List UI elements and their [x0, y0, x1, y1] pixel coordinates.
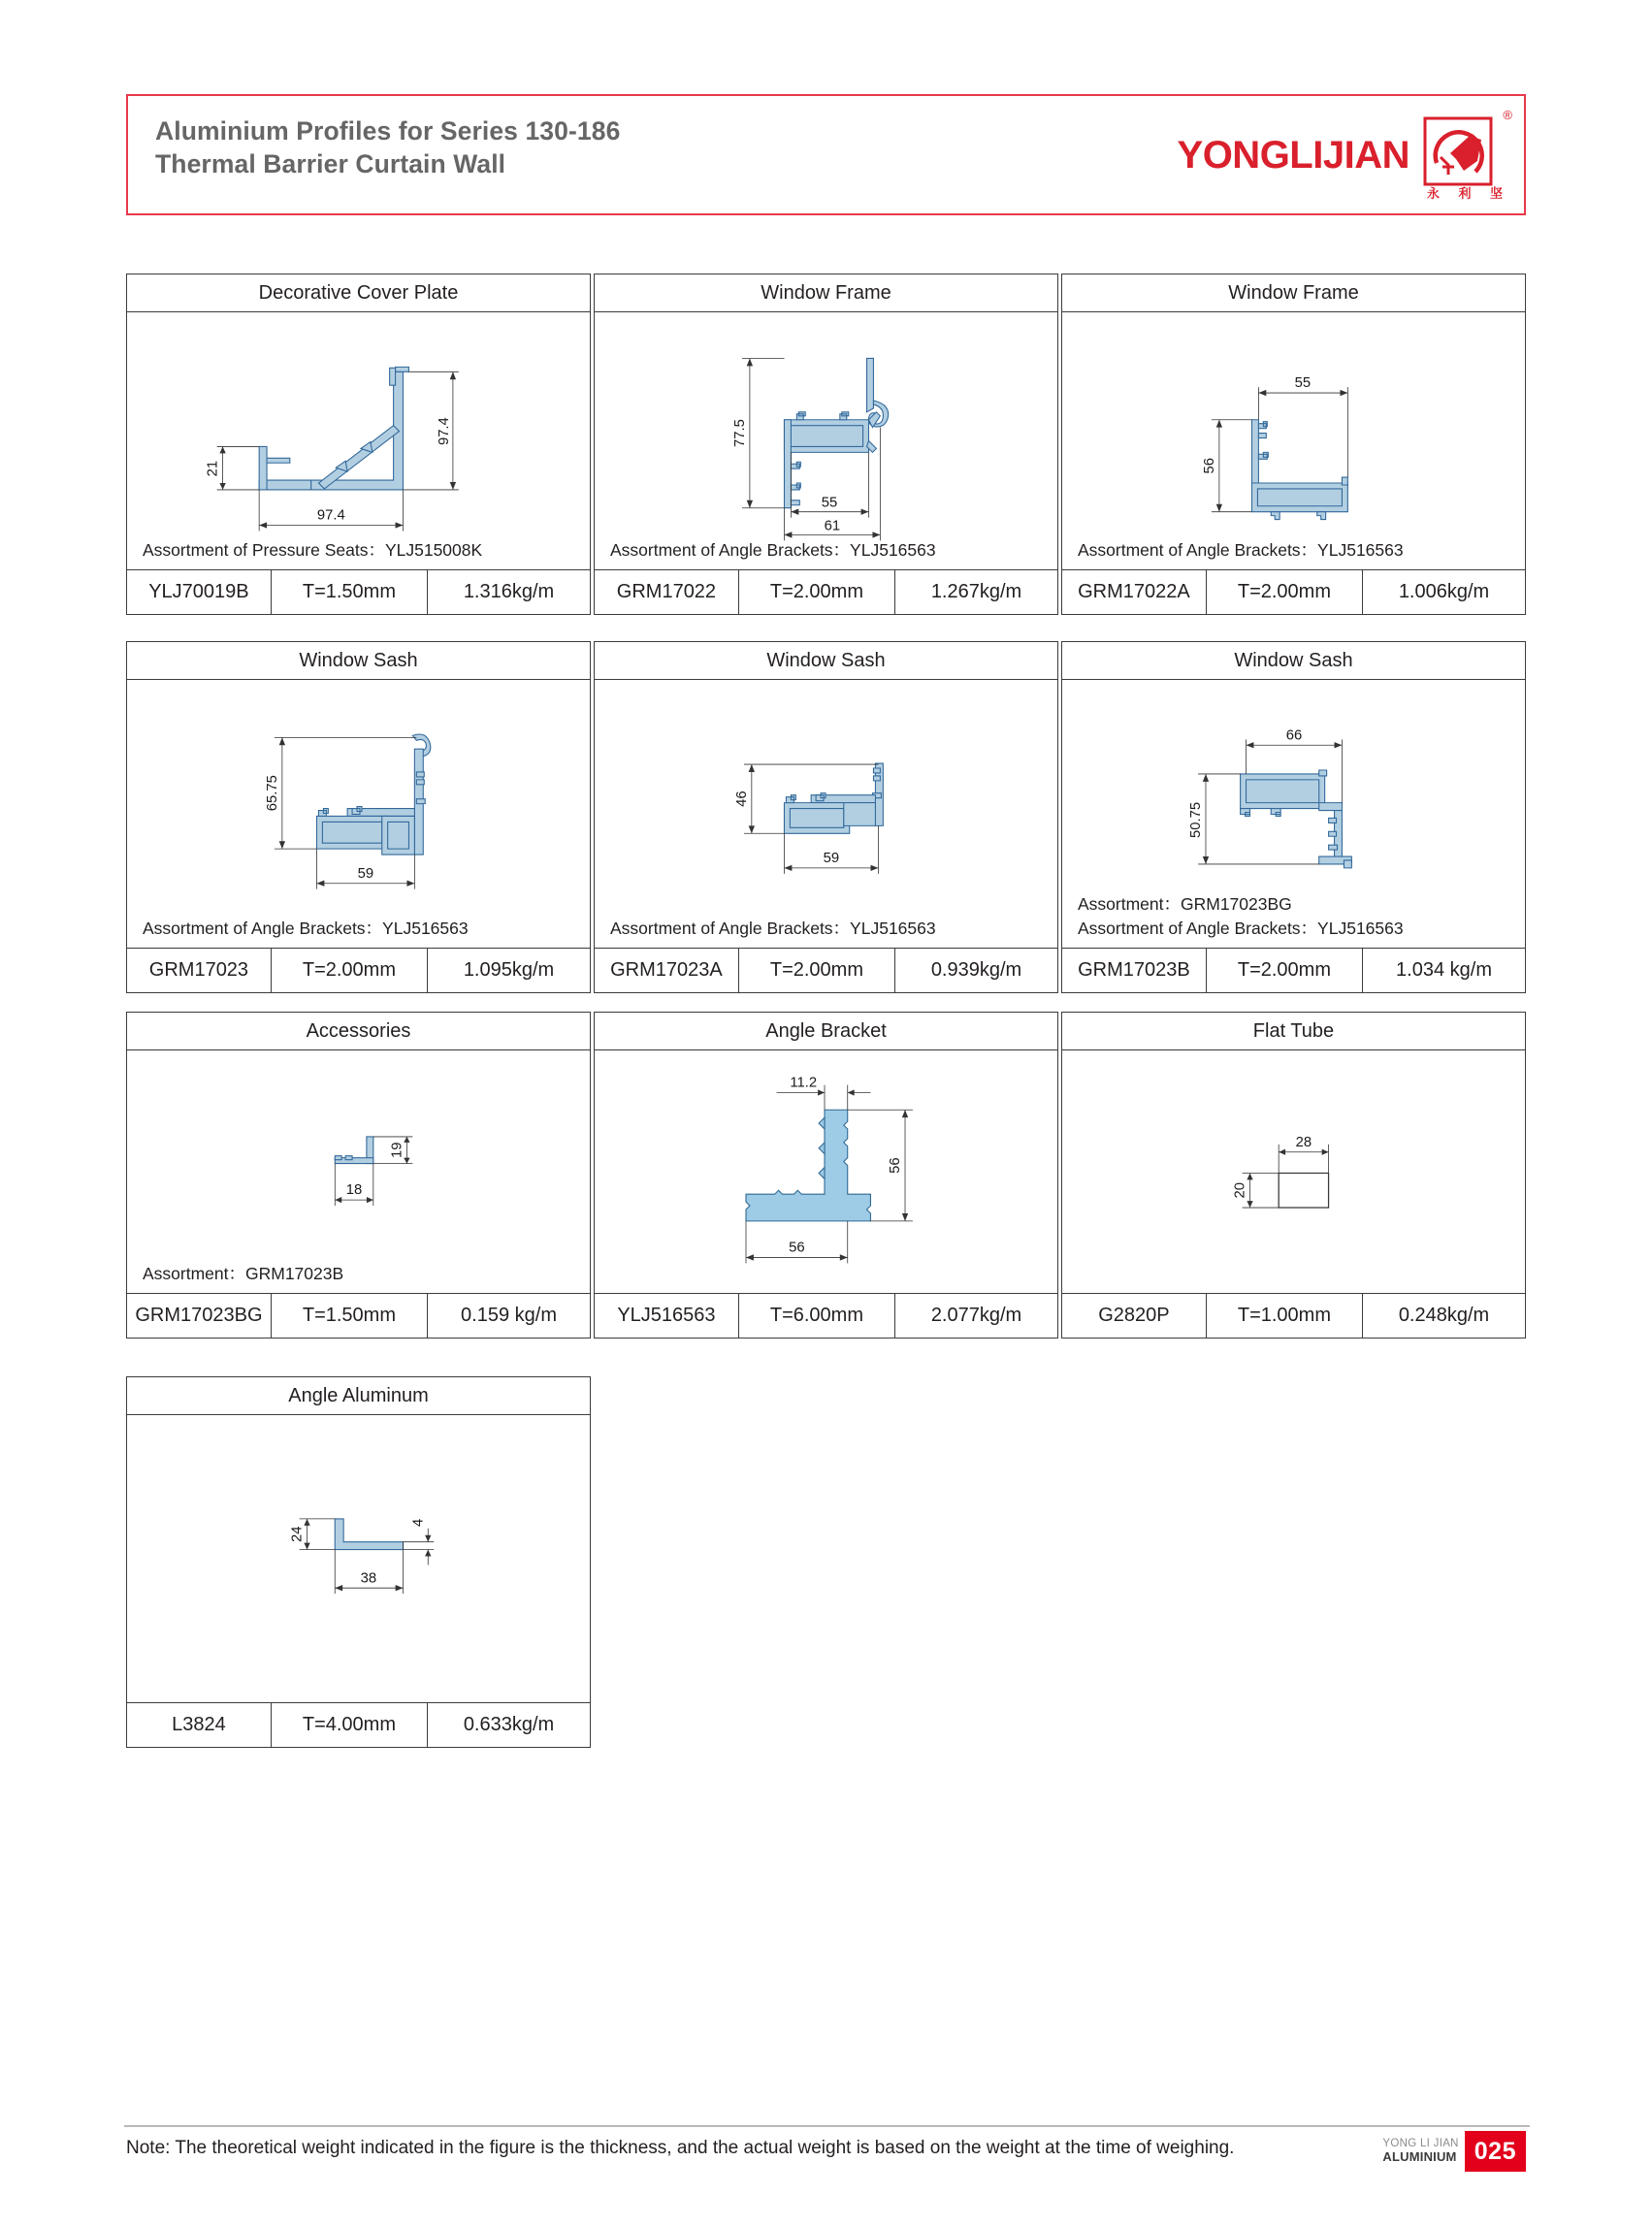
product-thickness: T=6.00mm — [738, 1294, 895, 1338]
product-category: Window Frame — [595, 274, 1057, 312]
page-header — [126, 94, 1526, 215]
product-category: Accessories — [127, 1013, 590, 1050]
spec-row — [595, 1293, 1057, 1338]
brand-cn-char-1: 永 — [1427, 185, 1441, 201]
dim-width: 18 — [345, 1182, 363, 1199]
product-weight: 1.006kg/m — [1398, 581, 1490, 602]
page-number: 025 — [1465, 2131, 1526, 2172]
product-code: GRM17023 — [148, 959, 249, 981]
page-title: Aluminium Profiles for Series 130-186 Thermal Barrier Curtain Wall — [155, 116, 621, 179]
dim-height: 56 — [1201, 457, 1217, 474]
product-category: Window Sash — [595, 642, 1057, 680]
badge-brand-text — [1382, 2131, 1464, 2172]
badge-line-1: YONG LI JIAN — [1382, 2137, 1459, 2149]
product-category: Angle Bracket — [595, 1013, 1057, 1050]
product-category: Window Sash — [127, 642, 590, 680]
dim-width: 59 — [823, 850, 840, 866]
dim-height: 19 — [389, 1142, 405, 1159]
product-code: YLJ516563 — [617, 1305, 716, 1326]
profile-drawing — [595, 680, 1057, 948]
product-category: Window Frame — [1062, 274, 1525, 312]
dim-width: 55 — [1294, 375, 1312, 392]
footer-divider — [124, 2125, 1530, 2127]
dim-height: 50.75 — [1188, 801, 1205, 838]
product-weight: 1.316kg/m — [463, 581, 555, 602]
product-row-1 — [126, 274, 1526, 615]
dim-width: 59 — [357, 865, 374, 882]
dim-top: 11.2 — [790, 1075, 818, 1091]
product-code: GRM17022A — [1078, 581, 1190, 602]
product-row-2 — [126, 641, 1526, 993]
product-row-3 — [126, 1012, 1526, 1339]
assortment-note: Assortment：GRM17023BG Assortment of Angle Brackets：YLJ516563 — [1078, 894, 1404, 939]
product-thickness: T=1.50mm — [271, 1294, 428, 1338]
dim-outer: 61 — [824, 518, 841, 534]
spec-row — [1062, 569, 1525, 614]
product-thickness: T=1.00mm — [1206, 1294, 1363, 1338]
product-thickness: T=2.00mm — [1206, 570, 1363, 614]
product-card-grm17023b[interactable] — [1061, 641, 1526, 993]
product-thickness: T=2.00mm — [738, 570, 895, 614]
product-card-grm17023[interactable] — [126, 641, 591, 993]
product-weight: 2.077kg/m — [930, 1305, 1022, 1326]
dim-lip: 21 — [205, 460, 221, 477]
footer-note: Note: The theoretical weight indicated in the figure is the thickness, and the actual weight is based on the weight at the time of weighing. — [126, 2138, 1235, 2158]
product-category: Window Sash — [1062, 642, 1525, 680]
dim-width: 66 — [1285, 727, 1303, 744]
dim-height: 24 — [289, 1526, 306, 1543]
dim-height: 65.75 — [264, 775, 280, 812]
brand-chinese-name — [1427, 183, 1503, 202]
product-weight: 1.095kg/m — [463, 959, 555, 981]
dim-height: 77.5 — [731, 419, 748, 448]
spec-row — [127, 569, 590, 614]
product-thickness: T=2.00mm — [1206, 949, 1363, 992]
profile-drawing — [595, 1050, 1057, 1293]
product-thickness: T=1.50mm — [271, 570, 428, 614]
spec-row — [595, 948, 1057, 992]
product-code: G2820P — [1098, 1305, 1170, 1326]
product-code: GRM17022 — [616, 581, 717, 602]
product-card-ylj70019b[interactable] — [126, 274, 591, 615]
product-weight: 0.633kg/m — [463, 1714, 555, 1735]
spec-row — [595, 569, 1057, 614]
company-logo — [1177, 107, 1512, 201]
spec-row — [1062, 948, 1525, 992]
dim-width: 56 — [789, 1240, 805, 1256]
product-card-grm17023bg[interactable] — [126, 1012, 591, 1339]
dim-width: 28 — [1295, 1134, 1312, 1150]
product-code: YLJ70019B — [148, 581, 249, 602]
assortment-note: Assortment：GRM17023B — [143, 1264, 344, 1284]
product-weight: 1.267kg/m — [930, 581, 1022, 602]
profile-drawing — [1062, 312, 1525, 569]
profile-drawing — [595, 312, 1057, 569]
brand-cn-char-2: 利 — [1458, 185, 1472, 201]
product-weight: 0.939kg/m — [930, 959, 1022, 981]
spec-row — [127, 1702, 590, 1747]
product-card-grm17022a[interactable] — [1061, 274, 1526, 615]
product-code: GRM17023B — [1078, 959, 1190, 981]
profile-drawing — [127, 1415, 590, 1702]
product-card-grm17023a[interactable] — [594, 641, 1058, 993]
assortment-note: Assortment of Pressure Seats：YLJ515008K — [143, 540, 483, 561]
product-code: L3824 — [172, 1714, 226, 1735]
brand-wordmark: YONGLIJIAN — [1177, 133, 1409, 177]
product-code: GRM17023A — [610, 959, 723, 981]
spec-row — [1062, 1293, 1525, 1338]
product-thickness: T=2.00mm — [271, 949, 428, 992]
assortment-note: Assortment of Angle Brackets：YLJ516563 — [143, 919, 469, 939]
dim-leg: 4 — [410, 1518, 427, 1528]
assortment-note: Assortment of Angle Brackets：YLJ516563 — [610, 919, 936, 939]
product-card-ylj516563[interactable] — [594, 1012, 1058, 1339]
spec-row — [127, 1293, 590, 1338]
product-category: Flat Tube — [1062, 1013, 1525, 1050]
profile-drawing — [1062, 1050, 1525, 1293]
dim-height: 20 — [1232, 1182, 1248, 1199]
assortment-note: Assortment of Angle Brackets：YLJ516563 — [610, 540, 936, 561]
dim-height: 56 — [888, 1157, 904, 1174]
product-thickness: T=4.00mm — [271, 1703, 428, 1747]
profile-drawing — [127, 1050, 590, 1293]
product-weight: 0.248kg/m — [1398, 1305, 1490, 1326]
badge-line-2: ALUMINIUM — [1382, 2149, 1457, 2165]
brand-emblem-icon — [1421, 107, 1512, 201]
dim-inner: 55 — [821, 495, 838, 511]
product-row-4 — [126, 1376, 1526, 1748]
dim-height: 46 — [733, 790, 750, 807]
product-weight: 1.034 kg/m — [1396, 959, 1492, 981]
assortment-note: Assortment of Angle Brackets：YLJ516563 — [1078, 540, 1404, 561]
spec-row — [127, 948, 590, 992]
dim-width: 97.4 — [316, 507, 345, 524]
product-card-grm17022[interactable] — [594, 274, 1058, 615]
registered-trademark-icon: ® — [1503, 107, 1512, 122]
dim-width: 38 — [360, 1570, 377, 1587]
page-number-badge — [1382, 2131, 1526, 2172]
product-code: GRM17023BG — [135, 1305, 263, 1326]
product-category: Angle Aluminum — [127, 1377, 590, 1415]
profile-drawing — [127, 680, 590, 948]
product-card-l3824[interactable] — [126, 1376, 591, 1748]
product-weight: 0.159 kg/m — [461, 1305, 557, 1326]
product-card-g2820p[interactable] — [1061, 1012, 1526, 1339]
dim-height: 97.4 — [436, 417, 452, 446]
product-thickness: T=2.00mm — [738, 949, 895, 992]
brand-cn-char-3: 坚 — [1489, 185, 1503, 201]
profile-drawing — [127, 312, 590, 569]
profile-drawing — [1062, 680, 1525, 948]
product-category: Decorative Cover Plate — [127, 274, 590, 312]
